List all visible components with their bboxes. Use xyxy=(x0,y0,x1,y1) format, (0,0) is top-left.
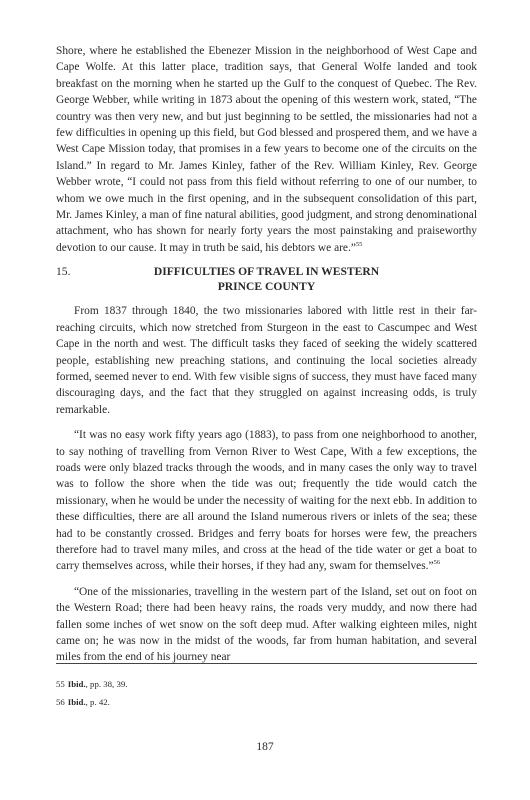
paragraph-text: From 1837 through 1840, the two missionaries labored with little rest in their far-reaching circuits, which now stretched from Sturgeon in the east to Cascumpec and West Cape in the north and west. The difficult tasks they faced of seeking the widely scattered people, establishing new preaching stations, and continuing the local societies already formed, seemed never to end. With few visible signs of success, they must have faced many discouraging days, and the fact that they struggled on against increasing odds, is truly remarkable. xyxy=(56,305,477,416)
footnote-ibid: Ibid. xyxy=(67,679,86,689)
paragraph xyxy=(56,303,477,418)
footnote-number: 55 xyxy=(56,679,65,689)
paragraph-text: “It was no easy work fifty years ago (1883), to pass from one neighborhood to another, to say nothing of travelling from Vernon River to West Cape, With a few exceptions, the roads were only blazed tracks through the woods, and in many cases the only way to travel was to follow the shore when the tide was out; frequently the tide would catch the missionary, when he would be under the necessity of waiting for the next ebb. In addition to these difficulties, there are all around the Island numerous rivers or inlets of the sea; these had to be constantly crossed. Bridges and ferry boats for horses were few, the preachers therefore had to travel many miles, and cross at the head of the tide water or get a boat to carry themselves across, while their horses, if they had any, swam for themselves.” xyxy=(56,429,477,573)
footnote-ref: , pp. 38, 39. xyxy=(85,679,128,689)
footnote-number: 56 xyxy=(56,697,65,707)
body-text xyxy=(56,43,477,666)
footnote-marker: 56 xyxy=(433,559,441,567)
footnote-marker: 55 xyxy=(355,240,363,248)
footnote-item xyxy=(56,693,477,711)
footnotes xyxy=(56,675,477,711)
paragraph-quote xyxy=(56,427,477,575)
section-number: 15. xyxy=(56,265,71,279)
paragraph-continued xyxy=(56,43,477,256)
section-title-line-1: DIFFICULTIES OF TRAVEL IN WESTERN xyxy=(153,265,380,279)
paragraph-text: Shore, where he established the Ebenezer Mission in the neighborhood of West Cape and Cape Wolfe. At this latter place, tradition says, that General Wolfe landed and took breakfast on the morning when he started up the Gulf to the conquest of Quebec. The Rev. George Webber, while writing in 1873 about the opening of this western work, stated, “The country was then very new, and but just beginning to be settled, the missionaries had not a few difficulties in opening up this field, but God blessed and prospered them, and we have a West Cape Mission today, that promises in a few years to become one of the circuits on the Island.” In regard to Mr. James Kinley, father of the Rev. William Kinley, Rev. George Webber wrote, “I could not pass from this field without referring to one of our number, to whom we owe much in the first opening, and in the subsequent consolidation of this part, Mr. James Kinley, a man of fine natural abilities, good judgment, and strong denominational attachment, who has shown for nearly forty years the most painstaking and praiseworthy devotion to our cause. It may in truth be said, his debtors we are.” xyxy=(56,45,477,254)
section-title-line-2: PRINCE COUNTY xyxy=(217,280,316,294)
footnote-item xyxy=(56,675,477,693)
paragraph-text: “One of the missionaries, travelling in the western part of the Island, set out on foot on the Western Road; there had been heavy rains, the roads very muddy, and now there had fallen some inches of wet snow on the soft deep mud. After walking eighteen miles, night came on; he was now in the midst of the woods, far from human habitation, and several miles from the end of his journey near xyxy=(56,585,477,664)
footnote-ref: , p. 42. xyxy=(85,697,110,707)
page-number: 187 xyxy=(256,741,274,753)
paragraph-quote xyxy=(56,584,477,666)
footnote-divider xyxy=(56,663,477,664)
footnote-ibid: Ibid. xyxy=(67,697,86,707)
section-heading xyxy=(56,264,477,294)
